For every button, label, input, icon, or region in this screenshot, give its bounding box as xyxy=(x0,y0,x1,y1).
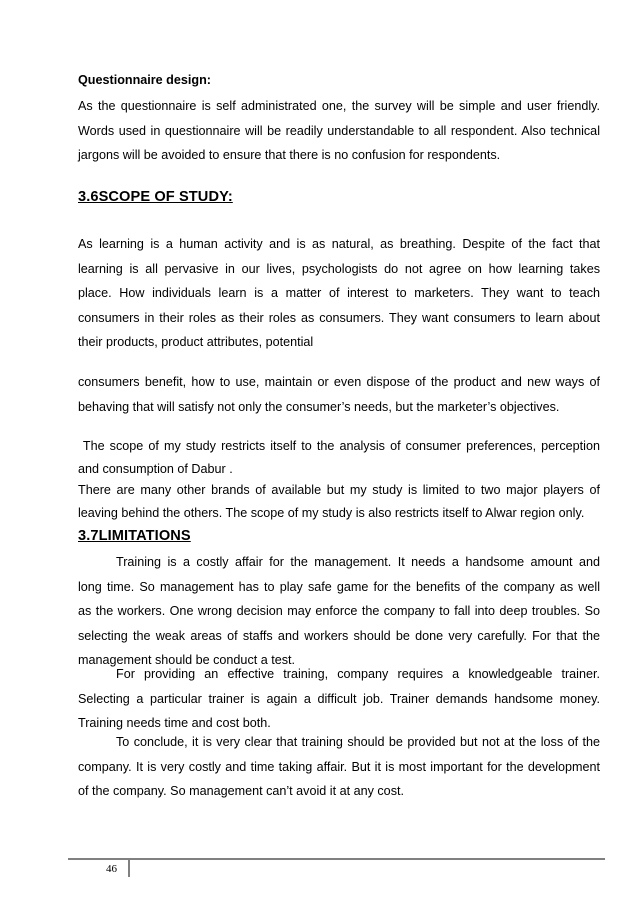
text-line: As learning is a human activity and is as natural, as breathing. Despite of the fact that xyxy=(78,237,600,251)
text-line: behaving that will satisfy not only the consumer’s needs, but the marketer’s objectives. xyxy=(78,399,560,414)
text-line: selecting the weak areas of staffs and workers should be done very carefully. For that the xyxy=(78,628,600,643)
page-number: 46 xyxy=(106,863,117,875)
text-line: Training is a costly affair for the management. It needs a handsome amount and xyxy=(116,555,600,569)
questionnaire-paragraph xyxy=(78,94,600,168)
text-line: consumers in their roles as their roles as consumers. They want consumers to learn about xyxy=(78,310,600,325)
scope-paragraph-3 xyxy=(78,434,600,525)
text-line: Selecting a particular trainer is again a difficult job. Trainer demands handsome money. xyxy=(78,691,600,706)
limitations-paragraph-2 xyxy=(78,662,600,736)
limitations-paragraph-3 xyxy=(78,730,600,804)
scope-paragraph-2 xyxy=(78,370,600,419)
limitations-heading: 3.7LIMITATIONS xyxy=(78,528,191,544)
text-line: learning is all pervasive in our lives, psychologists do not agree on how learning takes xyxy=(78,261,600,276)
text-line: of the company. So management can’t avoid it at any cost. xyxy=(78,784,404,799)
text-line: To conclude, it is very clear that training should be provided but not at the loss of the xyxy=(116,735,600,749)
text-line: The scope of my study restricts itself to the analysis of consumer preferences, perception xyxy=(78,439,600,453)
limitations-paragraph-1 xyxy=(78,550,600,673)
footer-divider xyxy=(128,858,130,877)
text-line: leaving behind the others. The scope of my study is also restricts itself to Alwar region only. xyxy=(78,505,585,520)
scope-heading: 3.6SCOPE OF STUDY: xyxy=(78,189,233,205)
text-line: Training needs time and cost both. xyxy=(78,716,271,731)
scope-paragraph-1 xyxy=(78,232,600,355)
text-line: jargons will be avoided to ensure that there is no confusion for respondents. xyxy=(78,148,501,163)
text-line: Words used in questionnaire will be readily understandable to all respondent. Also technical xyxy=(78,123,600,138)
text-line: For providing an effective training, company requires a knowledgeable trainer. xyxy=(116,667,600,681)
questionnaire-heading: Questionnaire design: xyxy=(78,73,211,87)
text-line: consumers benefit, how to use, maintain or even dispose of the product and new ways of xyxy=(78,375,600,389)
text-line: their products, product attributes, potential xyxy=(78,335,314,350)
text-line: There are many other brands of available but my study is limited to two major players of xyxy=(78,482,600,497)
text-line: company. It is very costly and time taking affair. But it is most important for the development xyxy=(78,759,600,774)
text-line: management should be conduct a test. xyxy=(78,653,296,668)
footer-rule xyxy=(68,858,605,860)
text-line: place. How individuals learn is a matter of interest to marketers. They want to teach xyxy=(78,286,600,301)
text-line: as the workers. One wrong decision may enforce the company to fall into deep troubles. So xyxy=(78,604,600,619)
text-line: long time. So management has to play safe game for the benefits of the company as well xyxy=(78,579,600,594)
text-line: As the questionnaire is self administrated one, the survey will be simple and user friendly. xyxy=(78,99,600,113)
text-line: and consumption of Dabur . xyxy=(78,461,233,476)
